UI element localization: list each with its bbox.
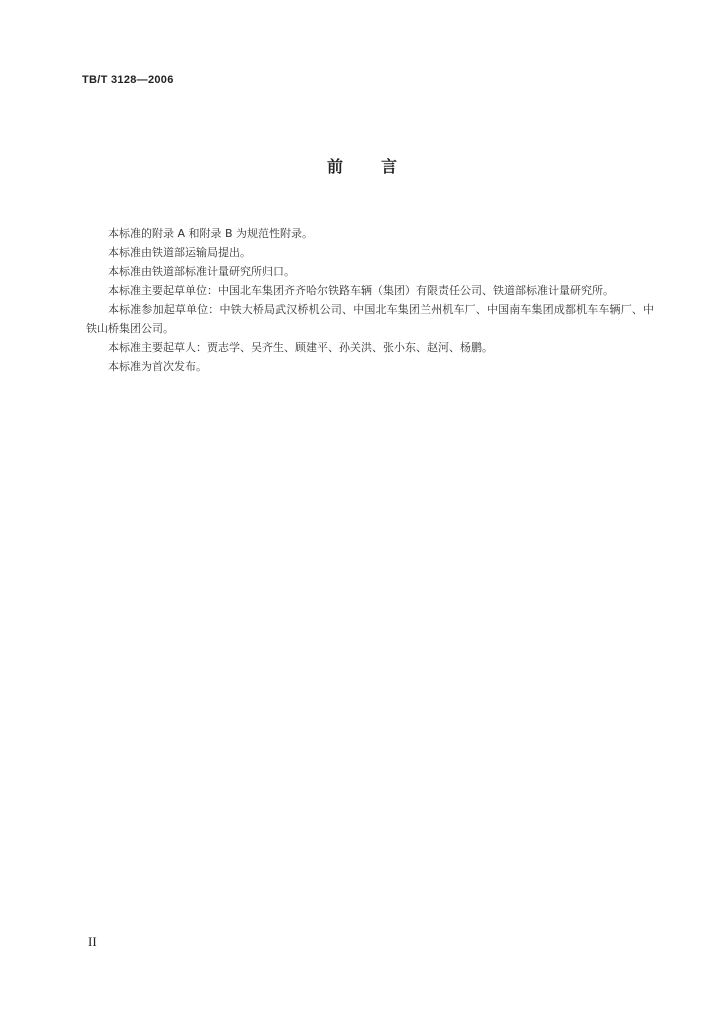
standard-code: TB/T 3128—2006 bbox=[82, 74, 174, 86]
page-title bbox=[0, 154, 724, 177]
title-char-1: 前 bbox=[326, 157, 343, 176]
paragraph-responsible: 本标准由铁道部标准计量研究所归口。 bbox=[108, 265, 295, 278]
page-number: II bbox=[88, 934, 97, 949]
paragraph-participating-orgs: 本标准参加起草单位：中铁大桥局武汉桥机公司、中国北车集团兰州机车厂、中国南车集团成都机车车辆厂、中铁山桥集团公司。 bbox=[86, 303, 654, 335]
paragraph-main-drafters-org: 本标准主要起草单位：中国北车集团齐齐哈尔铁路车辆（集团）有限责任公司、铁道部标准计量研究所。 bbox=[108, 284, 614, 297]
paragraph-first-release: 本标准为首次发布。 bbox=[108, 360, 207, 373]
title-char-2: 言 bbox=[381, 157, 398, 176]
paragraph-appendix: 本标准的附录 A 和附录 B 为规范性附录。 bbox=[108, 227, 314, 240]
foreword-body bbox=[86, 224, 654, 376]
paragraph-main-drafters: 本标准主要起草人：贾志学、吴齐生、顾建平、孙关洪、张小东、赵河、杨鹏。 bbox=[108, 341, 493, 354]
paragraph-proposer: 本标准由铁道部运输局提出。 bbox=[108, 246, 251, 259]
